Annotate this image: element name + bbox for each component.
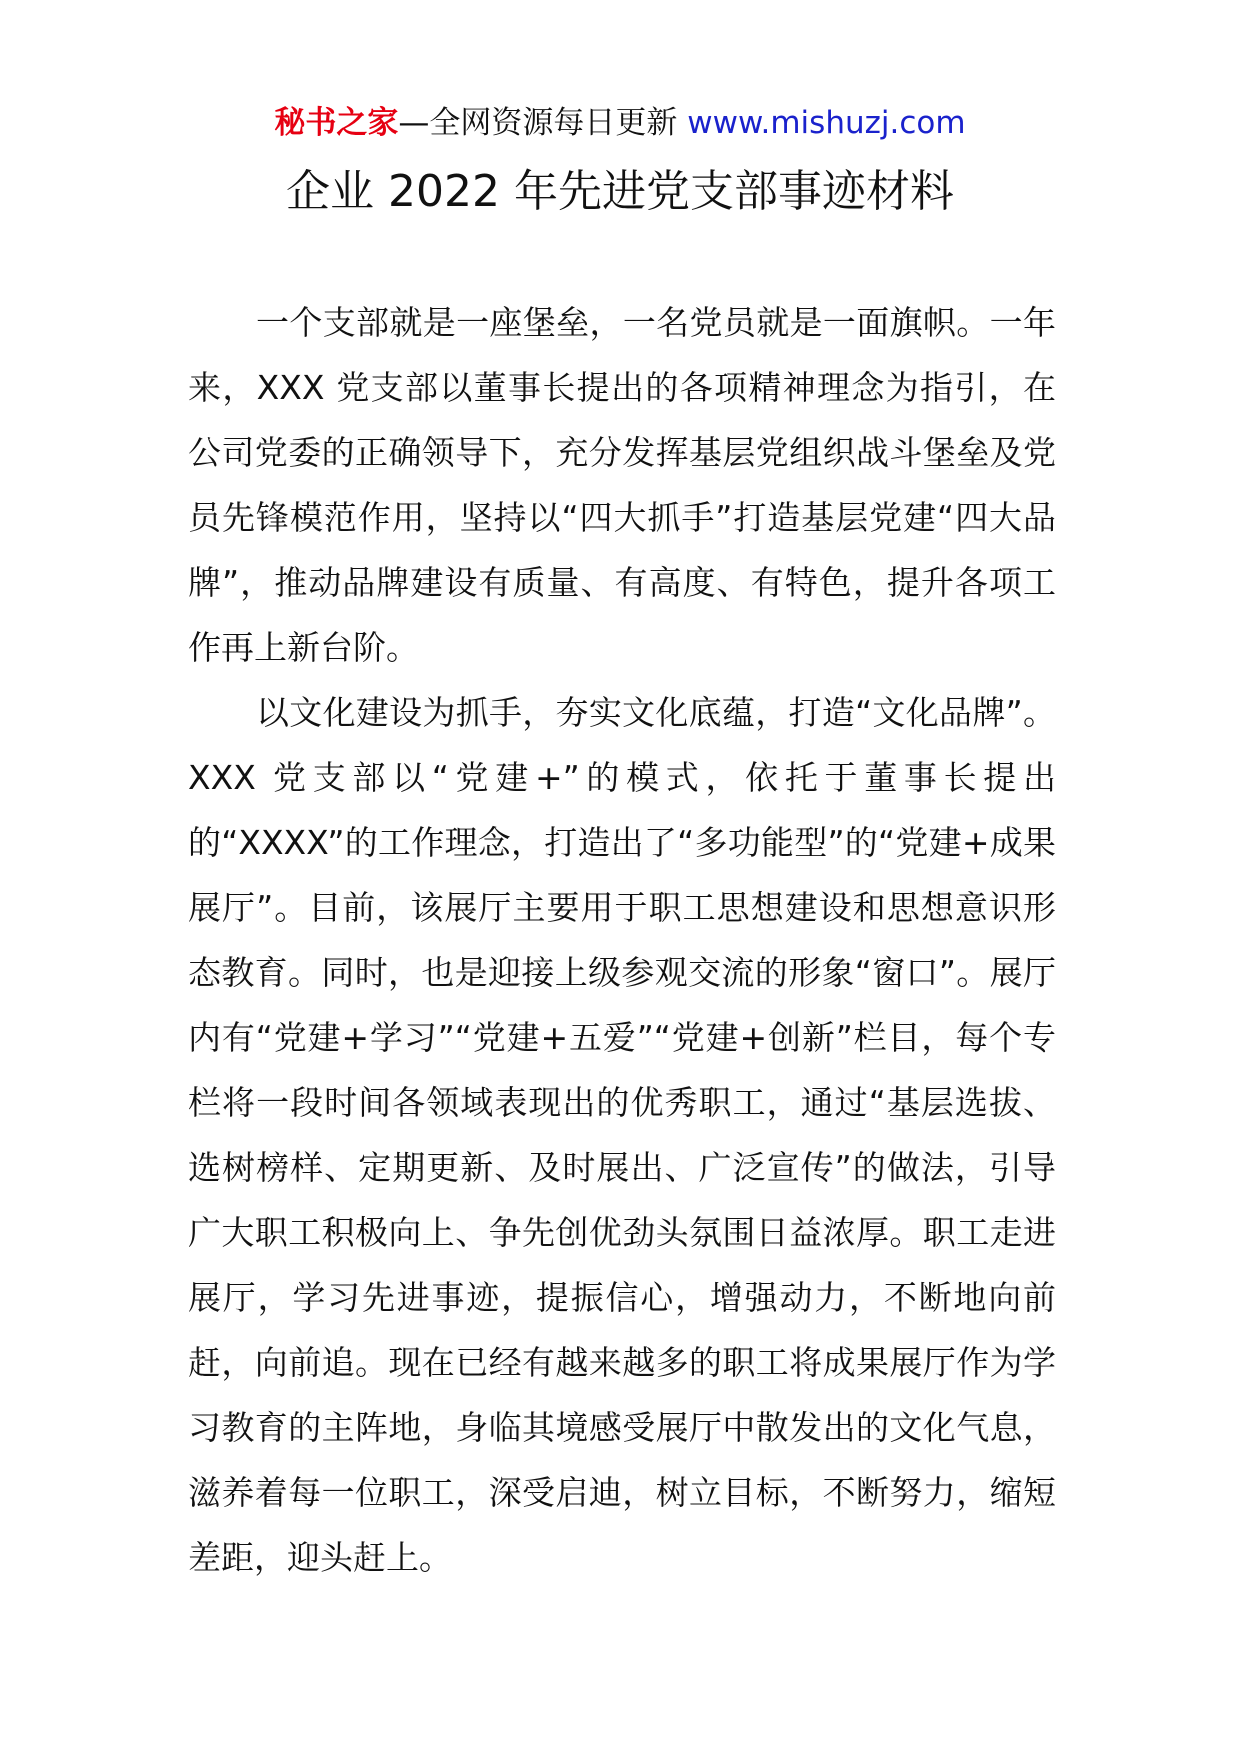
site-url-link[interactable]: www.mishuzj.com xyxy=(687,105,966,141)
document-title: 企业 2022 年先进党支部事迹材料 xyxy=(286,166,954,217)
document-body xyxy=(188,290,1056,1590)
paragraph-2: 以文化建设为抓手，夯实文化底蕴，打造“文化品牌”。XXX 党支部以“党建+”的模式，依托于董事长提出的“XXXX”的工作理念，打造出了“多功能型”的“党建+成果展厅”。目前，该展厅主要用于职工思想建设和思想意识形态教育。同时，也是迎接上级参观交流的形象“窗口”。展厅内有“党建+学习”“党建+五爱”“党建+创新”栏目，每个专栏将一段时间各领域表现出的优秀职工，通过“基层选拔、选树榜样、定期更新、及时展出、广泛宣传”的做法，引导广大职工积极向上、争先创优劲头氛围日益浓厚。职工走进展厅，学习先进事迹，提振信心，增强动力，不断地向前赶，向前追。现在已经有越来越多的职工将成果展厅作为学习教育的主阵地，身临其境感受展厅中散发出的文化气息，滋养着每一位职工，深受启迪，树立目标，不断努力，缩短差距，迎头赶上。 xyxy=(188,693,1056,1577)
header-banner xyxy=(0,100,1240,146)
paragraph-1: 一个支部就是一座堡垒，一名党员就是一面旗帜。一年来，XXX 党支部以董事长提出的各项精神理念为指引，在公司党委的正确领导下，充分发挥基层党组织战斗堡垒及党员先锋模范作用，坚持以“四大抓手”打造基层党建“四大品牌”，推动品牌建设有质量、有高度、有特色，提升各项工作再上新台阶。 xyxy=(188,303,1056,667)
brand-name: 秘书之家 xyxy=(274,105,399,141)
header-tagline: —全网资源每日更新 xyxy=(398,105,688,141)
